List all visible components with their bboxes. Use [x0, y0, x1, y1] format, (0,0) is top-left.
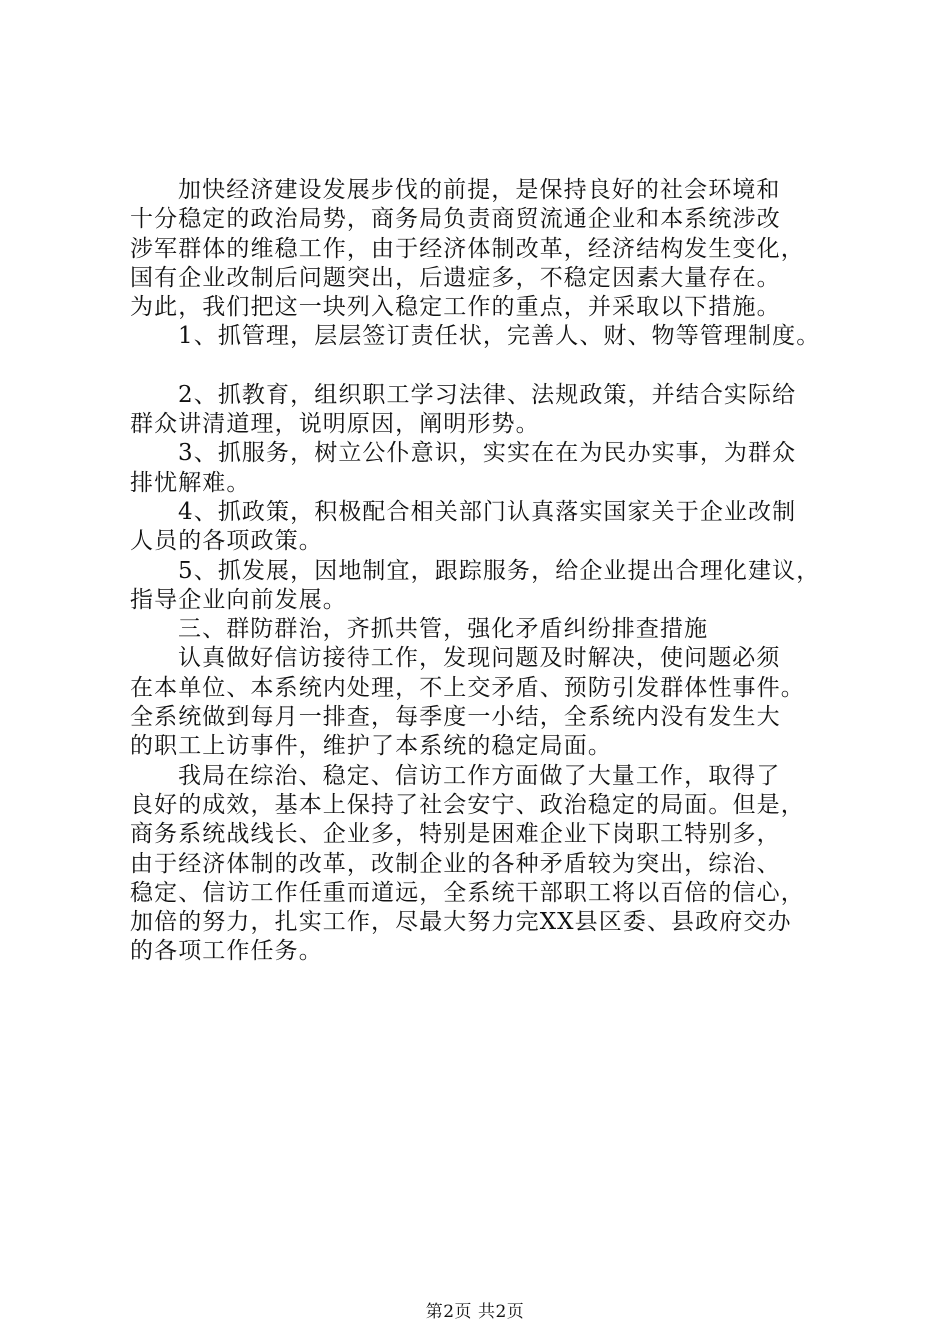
text-line: 由于经济体制的改革，改制企业的各种矛盾较为突出，综治、 — [130, 850, 781, 877]
text-line: 在本单位、本系统内处理，不上交矛盾、预防引发群体性事件。 — [130, 674, 805, 701]
text-line: 排忧解难。 — [130, 469, 251, 496]
blank-line — [130, 352, 846, 381]
text-line: 涉军群体的维稳工作，由于经济体制改革，经济结构发生变化， — [130, 235, 805, 262]
text-line: 4、抓政策，积极配合相关部门认真落实国家关于企业改制 — [178, 498, 797, 525]
text-line: 加快经济建设发展步伐的前提，是保持良好的社会环境和 — [178, 177, 781, 203]
text-line: 国有企业改制后问题突出，后遗症多，不稳定因素大量存在。 — [130, 264, 781, 291]
text-line: 认真做好信访接待工作，发现问题及时解决，使问题必须 — [178, 645, 781, 672]
page-footer: 第2页 共2页 — [425, 1302, 525, 1322]
text-line: 为此，我们把这一块列入稳定工作的重点，并采取以下措施。 — [130, 294, 781, 321]
text-line: 稳定、信访工作任重而道远，全系统干部职工将以百倍的信心， — [130, 879, 805, 906]
text-line: 良好的成效，基本上保持了社会安宁、政治稳定的局面。但是， — [130, 791, 805, 818]
text-line: 3、抓服务，树立公仆意识，实实在在为民办实事，为群众 — [178, 440, 797, 467]
text-line: 十分稳定的政治局势，商务局负责商贸流通企业和本系统涉改 — [130, 206, 781, 233]
text-line: 的各项工作任务。 — [130, 938, 323, 965]
text-line: 三、群防群治，齐抓共管，强化矛盾纠纷排查措施 — [178, 616, 709, 643]
text-line: 人员的各项政策。 — [130, 528, 323, 555]
text-line: 的职工上访事件，维护了本系统的稳定局面。 — [130, 733, 612, 760]
text-line: 2、抓教育，组织职工学习法律、法规政策，并结合实际给 — [178, 381, 797, 408]
document-body — [130, 176, 846, 967]
text-line: 1、抓管理，层层签订责任状，完善人、财、物等管理制度。 — [178, 323, 821, 350]
text-line: 我局在综治、稳定、信访工作方面做了大量工作，取得了 — [178, 762, 781, 789]
text-line: 指导企业向前发展。 — [130, 586, 347, 613]
text-line: 5、抓发展，因地制宜，跟踪服务，给企业提出合理化建议， — [178, 557, 821, 584]
text-line: 加倍的努力，扎实工作，尽最大努力完XX县区委、县政府交办 — [130, 909, 792, 936]
text-line: 群众讲清道理，说明原因，阐明形势。 — [130, 411, 540, 438]
text-line: 全系统做到每月一排查，每季度一小结，全系统内没有发生大 — [130, 704, 781, 731]
text-line: 商务系统战线长、企业多，特别是困难企业下岗职工特别多， — [130, 821, 781, 848]
